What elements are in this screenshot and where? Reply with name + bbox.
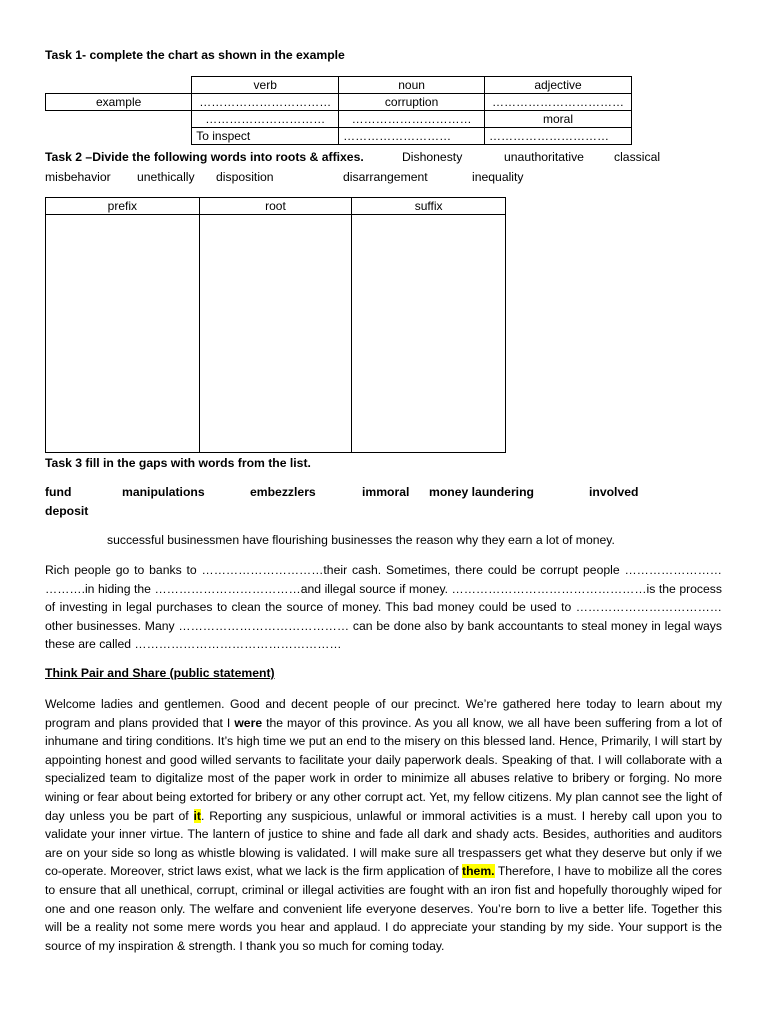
task2-word: disarrangement bbox=[343, 170, 428, 184]
task1-cell-adjective[interactable]: …………………………… bbox=[485, 94, 632, 111]
task2-header-root: root bbox=[199, 198, 352, 215]
task3-gap-paragraph: Rich people go to banks to …………………………their cash. Sometimes, there could be corrupt people …………………… ……….in hiding the ………………………………and illegal source if money. …………………………………………is the process of investing in legal purchases to clean the source of money. This bad money could be used to ………………………………other businesses. Many …………………………………… can be done also by bank accountants to steal money in legal ways these are called …………………………………………… bbox=[45, 563, 722, 652]
task2-header-suffix: suffix bbox=[352, 198, 506, 215]
statement-part: the mayor of this province. As you all know, we all have been suffering from a lot of inhumane and tiring conditions. It’s high time we put an end to the misery on this blessed land. Hence, Primarily, I will start by appointing honest and good willed servants to facilitate your daily paperwork deals. Speaking of that. I will collaborate with a specialized team to digitalize most of the paper work in order to minimize all abuses relative to bribery or forging. No more wining or fear about being extorted for bribery or any other corrupt act. Yet, my fellow citizens. My plan cannot see the light of day unless you be part of bbox=[45, 715, 723, 823]
task3-word: embezzlers bbox=[250, 485, 316, 499]
task1-heading: Task 1- complete the chart as shown in the example bbox=[45, 48, 345, 62]
task1-row bbox=[46, 94, 632, 111]
task2-prefix-cell[interactable] bbox=[46, 215, 200, 453]
statement-part: Therefore, I have to mobilize all the cores to ensure that all unethical, corrupt, criminal or illegal activities are fought with an iron fist and hopefully thoroughly wiped for one and one reason only. The welfare and convenient life everyone deserves. You’re born to live a better life. Together this will be a reality not some mere words you hear and applaud. I do appreciate your standing by my side. Your support is the source of my inspiration & strength. I thank you so much for coming today. bbox=[45, 864, 722, 953]
task2-affix-table bbox=[45, 197, 506, 453]
task1-cell-verb[interactable]: ………………………… bbox=[192, 111, 339, 128]
task2-root-cell[interactable] bbox=[199, 215, 352, 453]
task3-word: manipulations bbox=[122, 485, 205, 499]
task2-suffix-cell[interactable] bbox=[352, 215, 506, 453]
task1-header-noun: noun bbox=[339, 77, 485, 94]
task1-chart bbox=[45, 76, 632, 145]
statement-emphasis: were bbox=[234, 715, 263, 730]
highlight-it: it bbox=[193, 808, 201, 823]
task3-heading: Task 3 fill in the gaps with words from the list. bbox=[45, 456, 311, 470]
think-heading-text: Think Pair and Share (public statement) bbox=[45, 666, 275, 680]
task1-cell-verb: To inspect bbox=[192, 128, 339, 145]
task2-word: Dishonesty bbox=[402, 150, 463, 164]
task1-header-verb: verb bbox=[192, 77, 339, 94]
highlight-them: them. bbox=[462, 864, 495, 879]
task1-corner-cell bbox=[46, 77, 192, 94]
task1-row bbox=[46, 111, 632, 128]
task2-word: unethically bbox=[137, 170, 195, 184]
task2-word: disposition bbox=[216, 170, 274, 184]
task1-cell-noun[interactable]: ………………………… bbox=[339, 111, 485, 128]
task2-heading: Task 2 –Divide the following words into roots & affixes. bbox=[45, 150, 364, 164]
task2-answer-row bbox=[46, 215, 506, 453]
task3-word: fund bbox=[45, 485, 72, 499]
task2-header-row bbox=[46, 198, 506, 215]
task3-word: money laundering bbox=[429, 485, 534, 499]
task1-row bbox=[46, 128, 632, 145]
task1-header-adjective: adjective bbox=[485, 77, 632, 94]
task1-header-row bbox=[46, 77, 632, 94]
task2-header-prefix: prefix bbox=[46, 198, 200, 215]
task1-row-label bbox=[46, 111, 192, 128]
task1-cell-adjective[interactable]: ………………………… bbox=[485, 128, 632, 145]
task2-word: misbehavior bbox=[45, 170, 111, 184]
task2-word: inequality bbox=[472, 170, 524, 184]
task1-row-label bbox=[46, 128, 192, 145]
statement-part: Welcome ladies and gentlemen. Good and decent people of our precinct. We’re gathered here today to learn about my program and plans provided that I bbox=[45, 697, 722, 730]
task3-word: immoral bbox=[362, 485, 410, 499]
think-heading bbox=[45, 666, 275, 680]
task1-cell-verb[interactable]: …………………………… bbox=[192, 94, 339, 111]
task1-row-label: example bbox=[46, 94, 192, 111]
task3-word: involved bbox=[589, 485, 639, 499]
task1-cell-adjective: moral bbox=[485, 111, 632, 128]
task3-sentence: successful businessmen have flourishing businesses the reason why they earn a lot of money. bbox=[107, 533, 615, 547]
public-statement bbox=[45, 695, 722, 955]
task3-word: deposit bbox=[45, 504, 89, 518]
task1-cell-noun[interactable]: ……………………… bbox=[339, 128, 485, 145]
task2-word: unauthoritative bbox=[504, 150, 584, 164]
task1-cell-noun: corruption bbox=[339, 94, 485, 111]
task2-word: classical bbox=[614, 150, 661, 164]
statement-part: . Reporting any suspicious, unlawful or immoral activities is a must. I hereby call upon you to validate your inner virtue. The lantern of justice to shine and fade all dark and shady acts. Besides, authorities and auditors are on your side so long as whistle blowing is validated. I will make sure all trespassers get what they deserve but only if we co-operate. Moreover, strict laws exist, what we lack is the firm application of bbox=[45, 808, 722, 879]
